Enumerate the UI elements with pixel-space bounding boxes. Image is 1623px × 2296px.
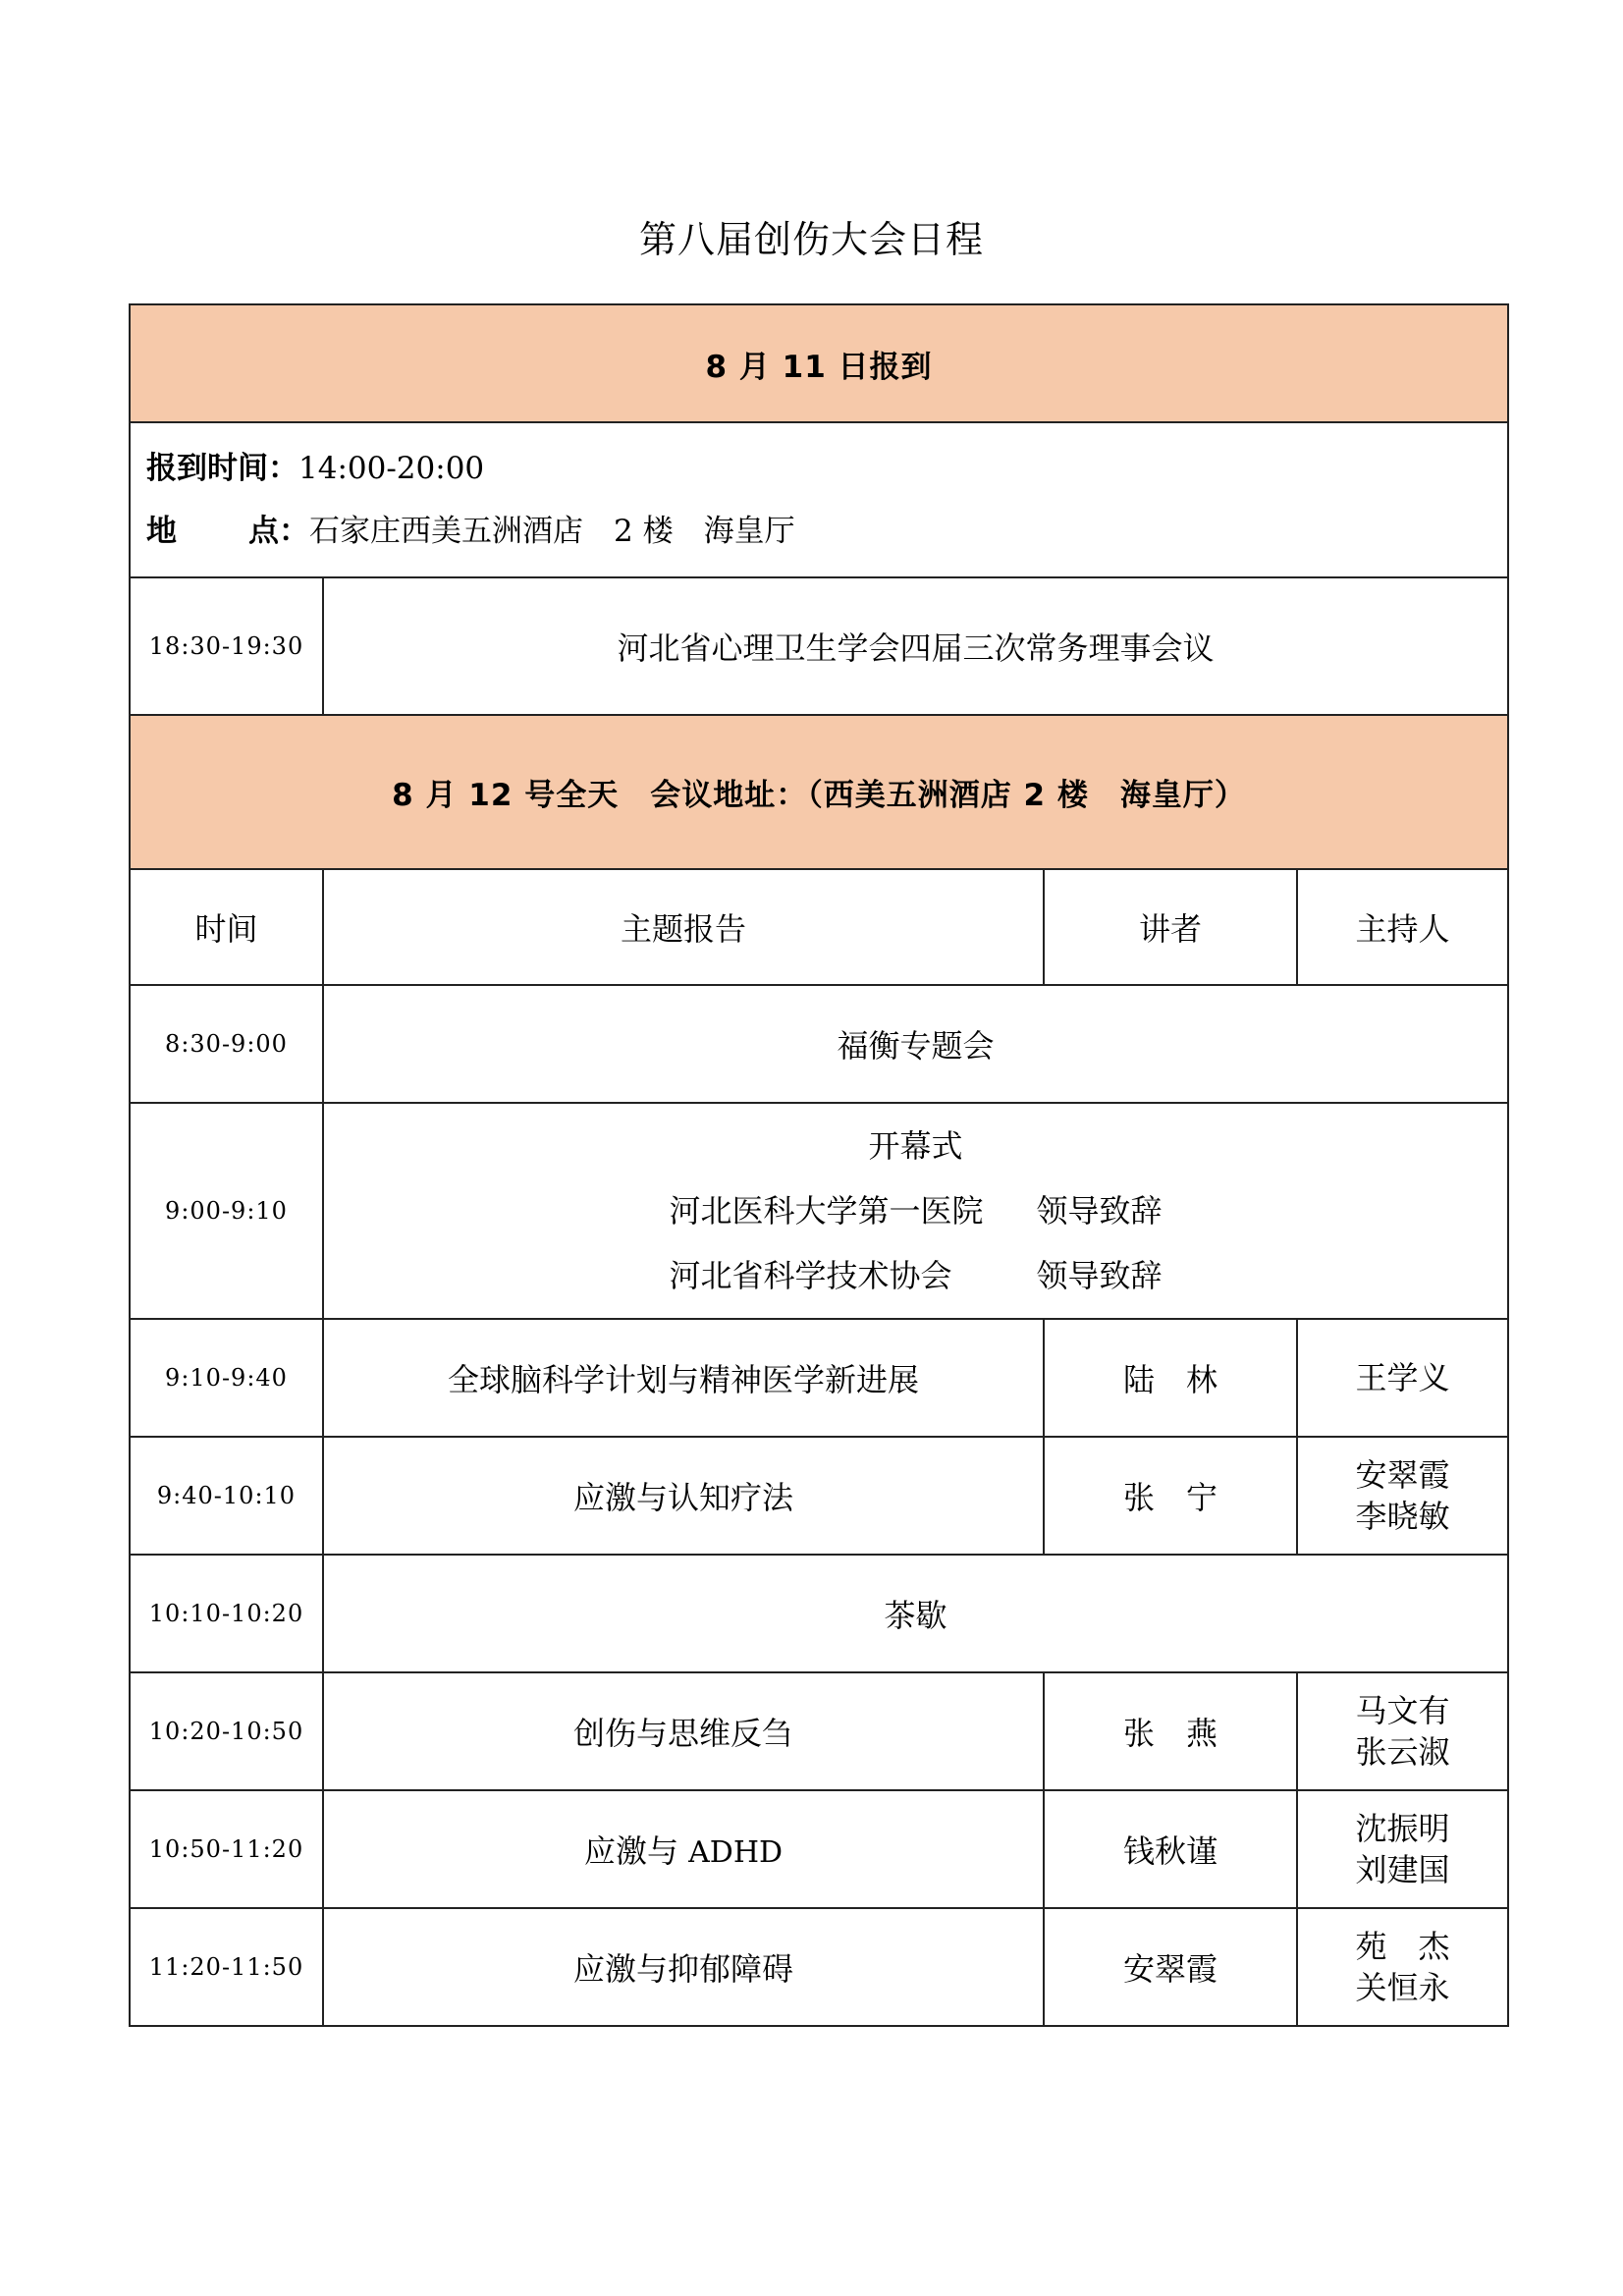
session-host [1297, 1908, 1508, 2026]
session-speaker: 钱秋谨 [1044, 1790, 1297, 1908]
header-time: 时间 [130, 869, 323, 985]
session-host-1: 安翠霞 [1355, 1456, 1450, 1494]
session-topic: 应激与抑郁障碍 [323, 1908, 1044, 2026]
session-speaker: 陆 林 [1044, 1319, 1297, 1437]
session-speaker: 安翠霞 [1044, 1908, 1297, 2026]
session-row [130, 1672, 1508, 1790]
session-time: 10:50-11:20 [130, 1790, 323, 1908]
header-row [130, 869, 1508, 985]
opening-line-2 [324, 1243, 1507, 1308]
day2-band: 8 月 12 号全天 会议地址：（西美五洲酒店 2 楼 海皇厅） [130, 715, 1508, 869]
session-time: 11:20-11:50 [130, 1908, 323, 2026]
opening-line-2-org: 河北省科学技术协会 [669, 1257, 952, 1294]
session-host [1297, 1319, 1508, 1437]
council-meeting-time: 18:30-19:30 [130, 577, 323, 715]
break-title: 茶歇 [323, 1555, 1508, 1672]
fuheng-time: 8:30-9:00 [130, 985, 323, 1103]
session-host-1: 沈振明 [1355, 1810, 1450, 1847]
break-row [130, 1555, 1508, 1672]
session-row [130, 1790, 1508, 1908]
opening-line-1-org: 河北医科大学第一医院 [669, 1192, 984, 1230]
opening-line-1-role: 领导致辞 [1036, 1192, 1163, 1230]
session-host-2: 刘建国 [1355, 1851, 1450, 1888]
registration-info [130, 422, 1508, 577]
session-time: 9:40-10:10 [130, 1437, 323, 1555]
registration-time-value: 14:00-20:00 [298, 451, 485, 486]
session-host-1: 王学义 [1355, 1359, 1450, 1396]
header-speaker: 讲者 [1044, 869, 1297, 985]
location-line [146, 500, 1507, 563]
session-host-1: 马文有 [1355, 1692, 1450, 1729]
header-topic: 主题报告 [323, 869, 1044, 985]
session-host-2: 关恒永 [1355, 1969, 1450, 2006]
header-host: 主持人 [1297, 869, 1508, 985]
fuheng-row [130, 985, 1508, 1103]
session-topic: 全球脑科学计划与精神医学新进展 [323, 1319, 1044, 1437]
registration-time-label: 报到时间： [146, 451, 298, 486]
registration-time-line [146, 437, 1507, 500]
schedule-table [129, 303, 1509, 2027]
registration-info-row [130, 422, 1508, 577]
session-topic: 创伤与思维反刍 [323, 1672, 1044, 1790]
fuheng-title: 福衡专题会 [323, 985, 1508, 1103]
session-speaker: 张 宁 [1044, 1437, 1297, 1555]
break-time: 10:10-10:20 [130, 1555, 323, 1672]
council-meeting-row [130, 577, 1508, 715]
session-row [130, 1319, 1508, 1437]
session-host-1: 苑 杰 [1355, 1928, 1450, 1965]
session-host-2: 张云淑 [1355, 1733, 1450, 1771]
session-topic: 应激与 ADHD [323, 1790, 1044, 1908]
session-time: 9:10-9:40 [130, 1319, 323, 1437]
session-host [1297, 1790, 1508, 1908]
opening-title: 开幕式 [868, 1127, 963, 1165]
session-host [1297, 1437, 1508, 1555]
location-value: 石家庄西美五洲酒店 2 楼 海皇厅 [309, 514, 795, 549]
page-title: 第八届创伤大会日程 [638, 218, 984, 261]
opening-line-1 [324, 1178, 1507, 1243]
session-row [130, 1437, 1508, 1555]
session-row [130, 1908, 1508, 2026]
session-topic: 应激与认知疗法 [323, 1437, 1044, 1555]
day1-band: 8 月 11 日报到 [130, 304, 1508, 422]
session-time: 10:20-10:50 [130, 1672, 323, 1790]
opening-row [130, 1103, 1508, 1319]
opening-time: 9:00-9:10 [130, 1103, 323, 1319]
opening-line-2-role: 领导致辞 [1036, 1257, 1163, 1294]
location-label: 地 点： [146, 514, 309, 549]
session-host [1297, 1672, 1508, 1790]
day1-band-row [130, 304, 1508, 422]
council-meeting-title: 河北省心理卫生学会四届三次常务理事会议 [323, 577, 1508, 715]
session-host-2: 李晓敏 [1355, 1498, 1450, 1535]
opening-cell [323, 1103, 1508, 1319]
day2-band-row [130, 715, 1508, 869]
session-speaker: 张 燕 [1044, 1672, 1297, 1790]
